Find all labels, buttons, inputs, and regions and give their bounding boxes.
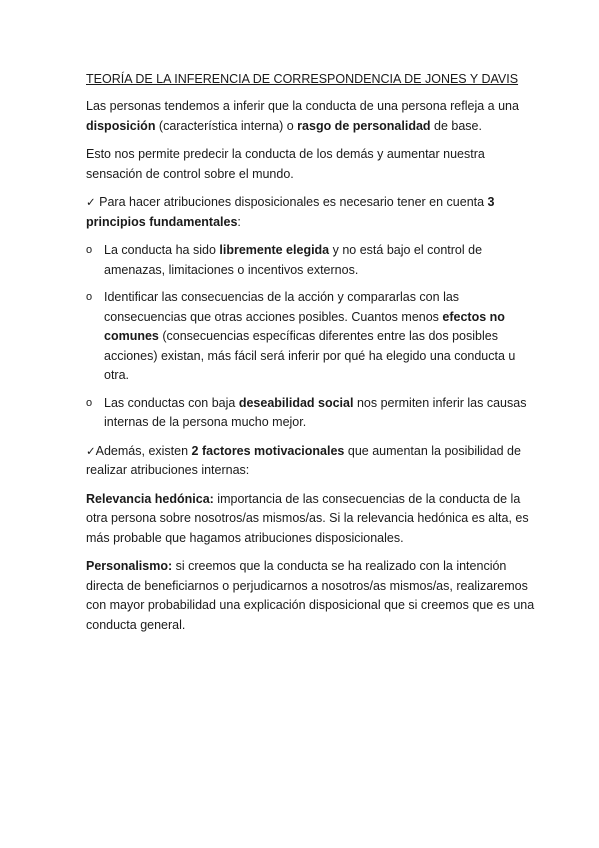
paragraph-intro: Las personas tendemos a inferir que la conducta de una persona refleja a una disposición (característica interna) o rasgo de personalidad de base. bbox=[86, 99, 519, 133]
document-title: TEORÍA DE LA INFERENCIA DE CORRESPONDENCIA DE JONES Y DAVIS bbox=[86, 72, 519, 86]
bullet-icon: o bbox=[86, 244, 93, 256]
term-principios: 3 principios fundamentales bbox=[86, 195, 495, 229]
bullet-icon: o bbox=[86, 291, 93, 303]
paragraph-factors-intro: ✓Además, existen 2 factores motivacionales que aumentan la posibilidad de realizar atribuciones internas: bbox=[86, 443, 521, 477]
list-item: o Las conductas con baja deseabilidad social nos permiten inferir las causas internas de la persona mucho mejor. bbox=[86, 395, 527, 429]
bullet-icon: o bbox=[86, 396, 93, 409]
checkmark-icon: ✓ bbox=[86, 443, 96, 458]
paragraph-principles-intro: ✓ Para hacer atribuciones disposicionales es necesario tener en cuenta 3 principios fundamentales: bbox=[86, 195, 495, 229]
term-factores: 2 factores motivacionales bbox=[191, 443, 345, 458]
list-item: o La conducta ha sido libremente elegida y no está bajo el control de amenazas, limitaciones o incentivos externos. bbox=[86, 243, 483, 277]
paragraph-prediction: Esto nos permite predecir la conducta de los demás y aumentar nuestra sensación de control sobre el mundo. bbox=[86, 147, 485, 181]
term-disposicion: disposición bbox=[86, 118, 156, 133]
term-personalismo: Personalismo: bbox=[86, 559, 173, 573]
checkmark-icon: ✓ bbox=[86, 195, 96, 209]
term-relevancia-hedonica: Relevancia hedónica: bbox=[86, 491, 214, 506]
paragraph-personalismo: Personalismo: si creemos que la conducta se ha realizado con la intención directa de beneficiarnos o perjudicarnos a nosotros/as mismos/as, realizaremos con mayor probabilidad una explicación disposicional que si creemos que es una conducta general. bbox=[86, 559, 535, 632]
paragraph-relevancia-hedonica: Relevancia hedónica: importancia de las consecuencias de la conducta de la otra persona sobre nosotros/as mismos/as. Si la relevancia hedónica es alta, es más probable que hagamos atribuciones disposicionales. bbox=[86, 491, 529, 545]
principles-list bbox=[86, 241, 539, 433]
list-item: o Identificar las consecuencias de la acción y compararlas con las consecuencias que otras acciones posibles. Cuantos menos efectos no comunes (consecuencias específicas diferentes entre las dos posibles acciones) existan, más fácil será inferir por qué ha elegido una conducta u otra. bbox=[86, 290, 516, 382]
term-rasgo-personalidad: rasgo de personalidad bbox=[297, 118, 431, 133]
